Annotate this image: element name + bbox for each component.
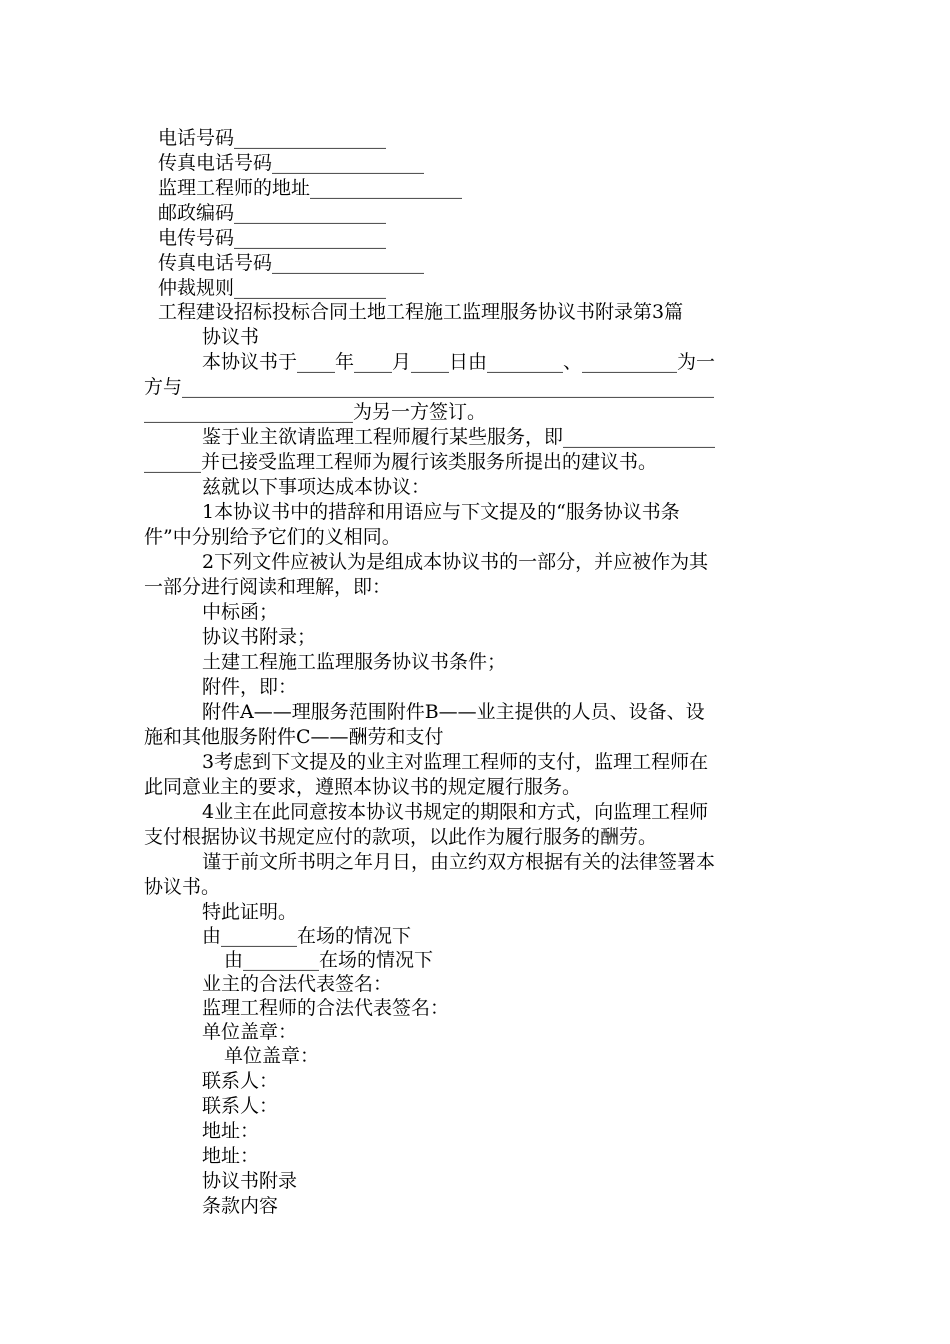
witness-line-1: 谨于前文所书明之年月日，由立约双方根据有关的法律签署本 — [202, 851, 716, 873]
appendix-title: 协议书附录 — [202, 1170, 298, 1192]
agreement-heading: 协议书 — [202, 326, 260, 348]
seal-label-1: 单位盖章： — [202, 1021, 298, 1043]
fax-number-field-2: 传真电话号码________________ — [158, 252, 425, 274]
engineer-signature-label: 监理工程师的合法代表签名： — [202, 997, 450, 1019]
telex-number-field: 电传号码________________ — [158, 227, 387, 249]
doc-list-item: 土建工程施工监理服务协议书条件； — [202, 651, 507, 673]
doc-list-item: 附件，即： — [202, 676, 298, 698]
attachment-line-1: 附件A——理服务范围附件B——业主提供的人员、设备、设 — [202, 701, 705, 723]
doc-list-item: 协议书附录； — [202, 626, 317, 648]
clause-2-line-1: 2下列文件应被认为是组成本协议书的一部分，并应被作为其 — [202, 551, 709, 573]
whereas-line-1: 鉴于业主欲请监理工程师履行某些服务，即________________ — [202, 426, 716, 448]
clause-4-line-1: 4业主在此同意按本协议书规定的期限和方式，向监理工程师 — [202, 801, 709, 823]
presence-line-1: 由________在场的情况下 — [202, 925, 412, 947]
section-title: 工程建设招标投标合同土地工程施工监理服务协议书附录第3篇 — [158, 301, 684, 323]
owner-signature-label: 业主的合法代表签名： — [202, 973, 393, 995]
witness-line-2: 协议书。 — [144, 876, 221, 898]
contact-person-label-1: 联系人： — [202, 1070, 279, 1092]
clause-3-line-1: 3考虑到下文提及的业主对监理工程师的支付，监理工程师在 — [202, 751, 709, 773]
address-label-1: 地址： — [202, 1120, 260, 1142]
clause-4-line-2: 支付根据协议书规定应付的款项，以此作为履行服务的酬劳。 — [144, 826, 658, 848]
contact-person-label-2: 联系人： — [202, 1095, 279, 1117]
certify-text: 特此证明。 — [202, 901, 298, 923]
intro-line-1: 本协议书于____年____月____日由________、__________为一 — [202, 351, 716, 373]
engineer-address-field: 监理工程师的地址________________ — [158, 177, 463, 199]
fax-number-field: 传真电话号码________________ — [158, 152, 425, 174]
clause-1-line-1: 1本协议书中的措辞和用语应与下文提及的“服务协议书条 — [202, 501, 680, 523]
clause-3-line-2: 此同意业主的要求，遵照本协议书的规定履行服务。 — [144, 776, 582, 798]
agree-intro: 兹就以下事项达成本协议： — [202, 476, 431, 498]
seal-label-2: 单位盖章： — [224, 1045, 320, 1067]
address-label-2: 地址： — [202, 1145, 260, 1167]
intro-line-2: 方与________________________________________________________ — [144, 376, 715, 398]
arbitration-rules-field: 仲裁规则________________ — [158, 277, 387, 299]
whereas-line-2: ______并已接受监理工程师为履行该类服务所提出的建议书。 — [144, 451, 658, 473]
doc-list-item: 中标函； — [202, 601, 279, 623]
phone-number-field: 电话号码________________ — [158, 127, 387, 149]
clause-content-heading: 条款内容 — [202, 1195, 279, 1217]
attachment-line-2: 施和其他服务附件C——酬劳和支付 — [144, 726, 444, 748]
clause-2-line-2: 一部分进行阅读和理解，即： — [144, 576, 392, 598]
intro-line-3: ______________________为另一方签订。 — [144, 401, 487, 423]
clause-1-line-2: 件”中分别给予它们的义相同。 — [144, 526, 401, 548]
postal-code-field: 邮政编码________________ — [158, 202, 387, 224]
presence-line-2: 由________在场的情况下 — [224, 949, 434, 971]
